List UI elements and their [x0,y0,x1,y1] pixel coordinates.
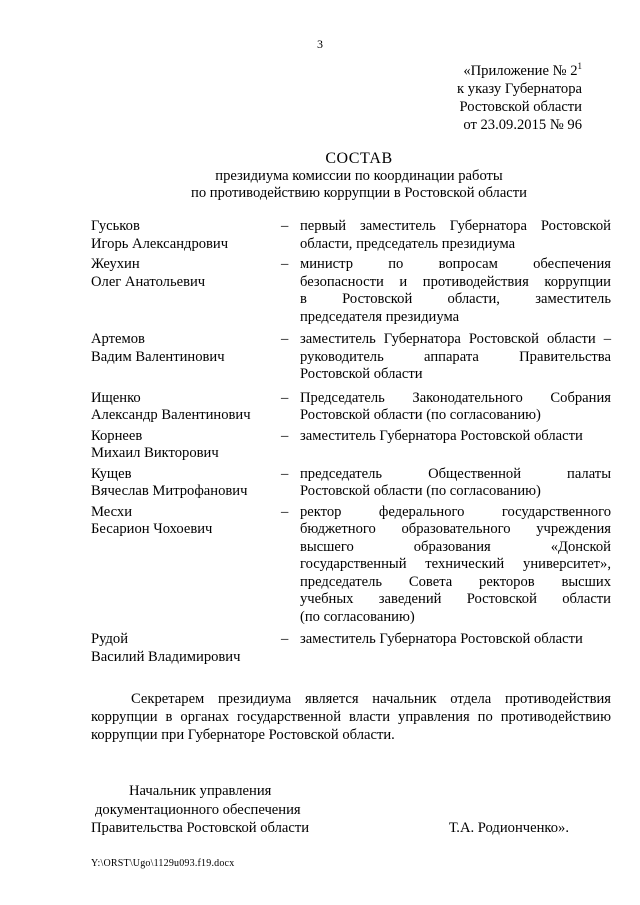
member-surname: Ищенко [91,389,141,406]
signature-title-line-2: документационного обеспечения [95,801,301,818]
member-surname: Кущев [91,465,132,482]
appendix-line-2: к указу Губернатора [457,81,582,97]
member-position-line: области, председатель президиума [300,235,516,252]
signature-signer: Т.А. Родионченко». [448,820,569,836]
member-given-names: Олег Анатольевич [91,273,206,290]
secretary-line: Секретарем президиума является начальник отдела противодействия [131,691,611,707]
member-dash: – [281,465,289,482]
secretary-paragraph [91,690,611,744]
member-surname: Артемов [91,331,145,347]
member-position-line: ректор федерального государственного [300,503,611,520]
member-position [300,428,611,446]
member-dash: – [281,631,289,647]
member-row [91,504,611,627]
member-position-line: Ростовской области (по согласованию) [300,483,541,499]
member-position-line: заместитель Губернатора Ростовской области [300,427,583,444]
file-path-footer: Y:\ORST\Ugo\1129u093.f19.docx [91,858,235,869]
member-dash: – [281,389,289,406]
member-position-line: руководитель аппарата Правительства [300,348,611,365]
member-surname: Рудой [91,631,129,647]
document-heading [0,150,640,203]
member-row [91,428,611,463]
appendix-line-1: «Приложение № $2^1$ [463,61,582,79]
member-position-line: учебных заведений Ростовской области [300,591,611,607]
member-position [300,631,611,649]
member-position [300,504,611,627]
appendix-superscript: 1 [577,61,582,71]
member-name [91,428,281,463]
member-position-line: Ростовской области (по согласованию) [300,407,541,423]
member-surname: Жеухин [91,256,140,272]
signature-title-line-3 [91,819,611,838]
member-given-names: Вячеслав Митрофанович [91,483,248,499]
member-position-line: заместитель Губернатора Ростовской области [300,631,583,647]
member-dash: – [281,331,289,347]
member-position [300,331,611,384]
member-position [300,466,611,501]
member-position-line: Ростовской области [300,366,423,382]
member-position-line: председатель Совета ректоров высших [300,573,611,590]
member-row [91,331,611,384]
member-position [300,256,611,326]
member-dash: – [281,218,289,234]
member-given-names: Бесарион Чохоевич [91,521,213,537]
appendix-header [457,62,582,134]
member-position-line: первый заместитель Губернатора Ростовской [300,218,611,234]
member-row [91,256,611,326]
signature-title-org: Правительства Ростовской области [91,820,310,836]
secretary-line: коррупции при Губернаторе Ростовской области. [91,727,395,743]
member-position-line: государственный технический университет», [300,556,611,572]
members-list [91,218,611,666]
member-given-names: Василий Владимирович [91,648,241,665]
member-given-names: Игорь Александрович [91,235,229,252]
member-position-line: Председатель Законодательного Собрания [300,389,611,406]
member-row [91,466,611,501]
member-position-line: (по согласованию) [300,608,415,625]
member-position [300,218,611,253]
appendix-line-3: Ростовской области [459,99,582,115]
member-name [91,466,281,501]
member-name [91,331,281,366]
document-title: СОСТАВ [325,150,393,167]
member-position [300,390,611,425]
member-row [91,631,611,666]
member-name [91,218,281,253]
document-subtitle-1: президиума комиссии по координации работы [215,167,503,184]
member-position-line: заместитель Губернатора Ростовской области – [300,331,611,347]
member-row [91,390,611,425]
member-position-line: высшего образования «Донской [300,538,611,555]
member-given-names: Вадим Валентинович [91,348,225,365]
member-dash: – [281,256,289,272]
member-position-line: бюджетного образовательного учреждения [300,521,611,537]
member-surname: Гуськов [91,218,140,234]
member-given-names: Михаил Викторович [91,445,219,461]
document-subtitle-2: по противодействию коррупции в Ростовской области [191,185,527,201]
page-number: 3 [317,37,323,51]
member-surname: Месхи [91,503,133,520]
member-position-line: министр по вопросам обеспечения [300,256,611,272]
member-name [91,504,281,539]
member-name [91,631,281,666]
member-name [91,256,281,291]
member-dash: – [281,427,289,444]
member-dash: – [281,503,289,520]
member-row [91,218,611,253]
member-position-line: в Ростовской области, заместитель [300,291,611,307]
member-given-names: Александр Валентинович [91,407,251,423]
member-position-line: безопасности и противодействия коррупции [300,273,611,290]
member-position-line: председателя президиума [300,308,460,325]
member-position-line: председатель Общественной палаты [300,465,611,482]
secretary-line: коррупции в органах государственной власти управления по противодействию [91,709,611,725]
appendix-line-4: от 23.09.2015 № 96 [463,117,582,133]
member-name [91,390,281,425]
signature-title-line-1: Начальник управления [129,783,272,799]
member-surname: Корнеев [91,427,143,444]
signature-block [91,782,611,838]
